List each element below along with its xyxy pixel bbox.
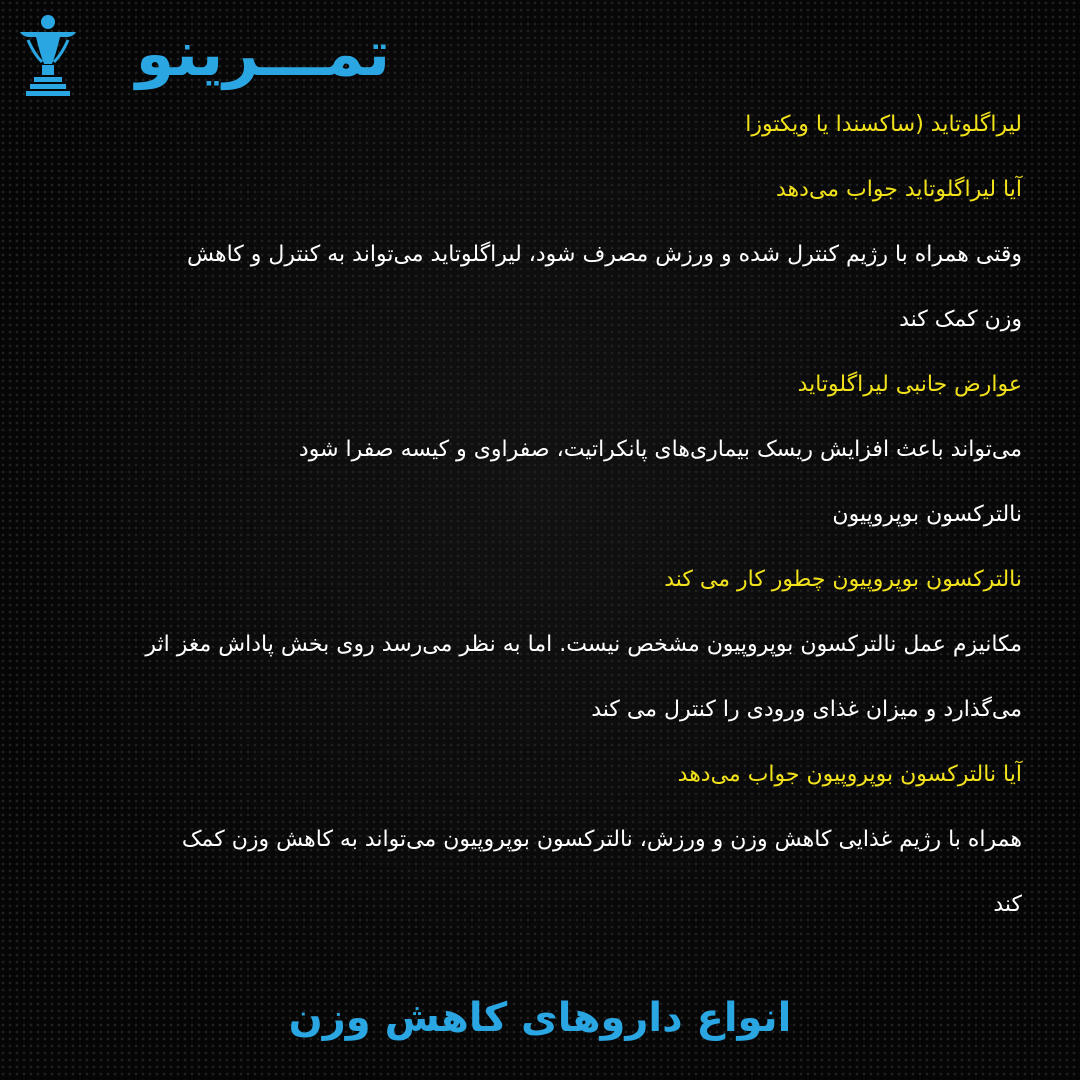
- naltrexone-works-question: آیا نالترکسون بوپروپیون جواب می‌دهد: [677, 762, 1022, 787]
- naltrexone-works-answer-line-2: کند: [993, 892, 1022, 917]
- side-effects-heading: عوارض جانبی لیراگلوتاید: [797, 372, 1022, 397]
- trophy-icon: [14, 10, 82, 98]
- brand-logo: [14, 8, 444, 100]
- naltrexone-how-question: نالترکسون بوپروپیون چطور کار می کند: [664, 567, 1022, 592]
- footer-title: انواع داروهای کاهش وزن: [288, 995, 792, 1041]
- liraglutide-answer-line-1: وقتی همراه با رژیم کنترل شده و ورزش مصرف شود، لیراگلوتاید می‌تواند به کنترل و کاهش: [186, 242, 1022, 267]
- liraglutide-heading: لیراگلوتاید (ساکسندا یا ویکتوزا: [745, 112, 1022, 137]
- liraglutide-question: آیا لیراگلوتاید جواب می‌دهد: [776, 177, 1022, 202]
- naltrexone-how-answer-line-1: مکانیزم عمل نالترکسون بوپروپیون مشخص نیست. اما به نظر می‌رسد روی بخش پاداش مغز اثر: [145, 632, 1022, 657]
- naltrexone-how-answer-line-2: می‌گذارد و میزان غذای ورودی را کنترل می کند: [591, 697, 1022, 722]
- side-effects-text: می‌تواند باعث افزایش ریسک بیماری‌های پانکراتیت، صفراوی و کیسه صفرا شود: [298, 437, 1022, 462]
- liraglutide-answer-line-2: وزن کمک کند: [899, 307, 1022, 332]
- article-content: [58, 92, 1022, 937]
- brand-wordmark: تمـــرینو: [135, 17, 391, 90]
- naltrexone-title: نالترکسون بوپروپیون: [832, 502, 1022, 527]
- naltrexone-works-answer-line-1: همراه با رژیم غذایی کاهش وزن و ورزش، نالترکسون بوپروپیون می‌تواند به کاهش وزن کمک: [181, 827, 1022, 852]
